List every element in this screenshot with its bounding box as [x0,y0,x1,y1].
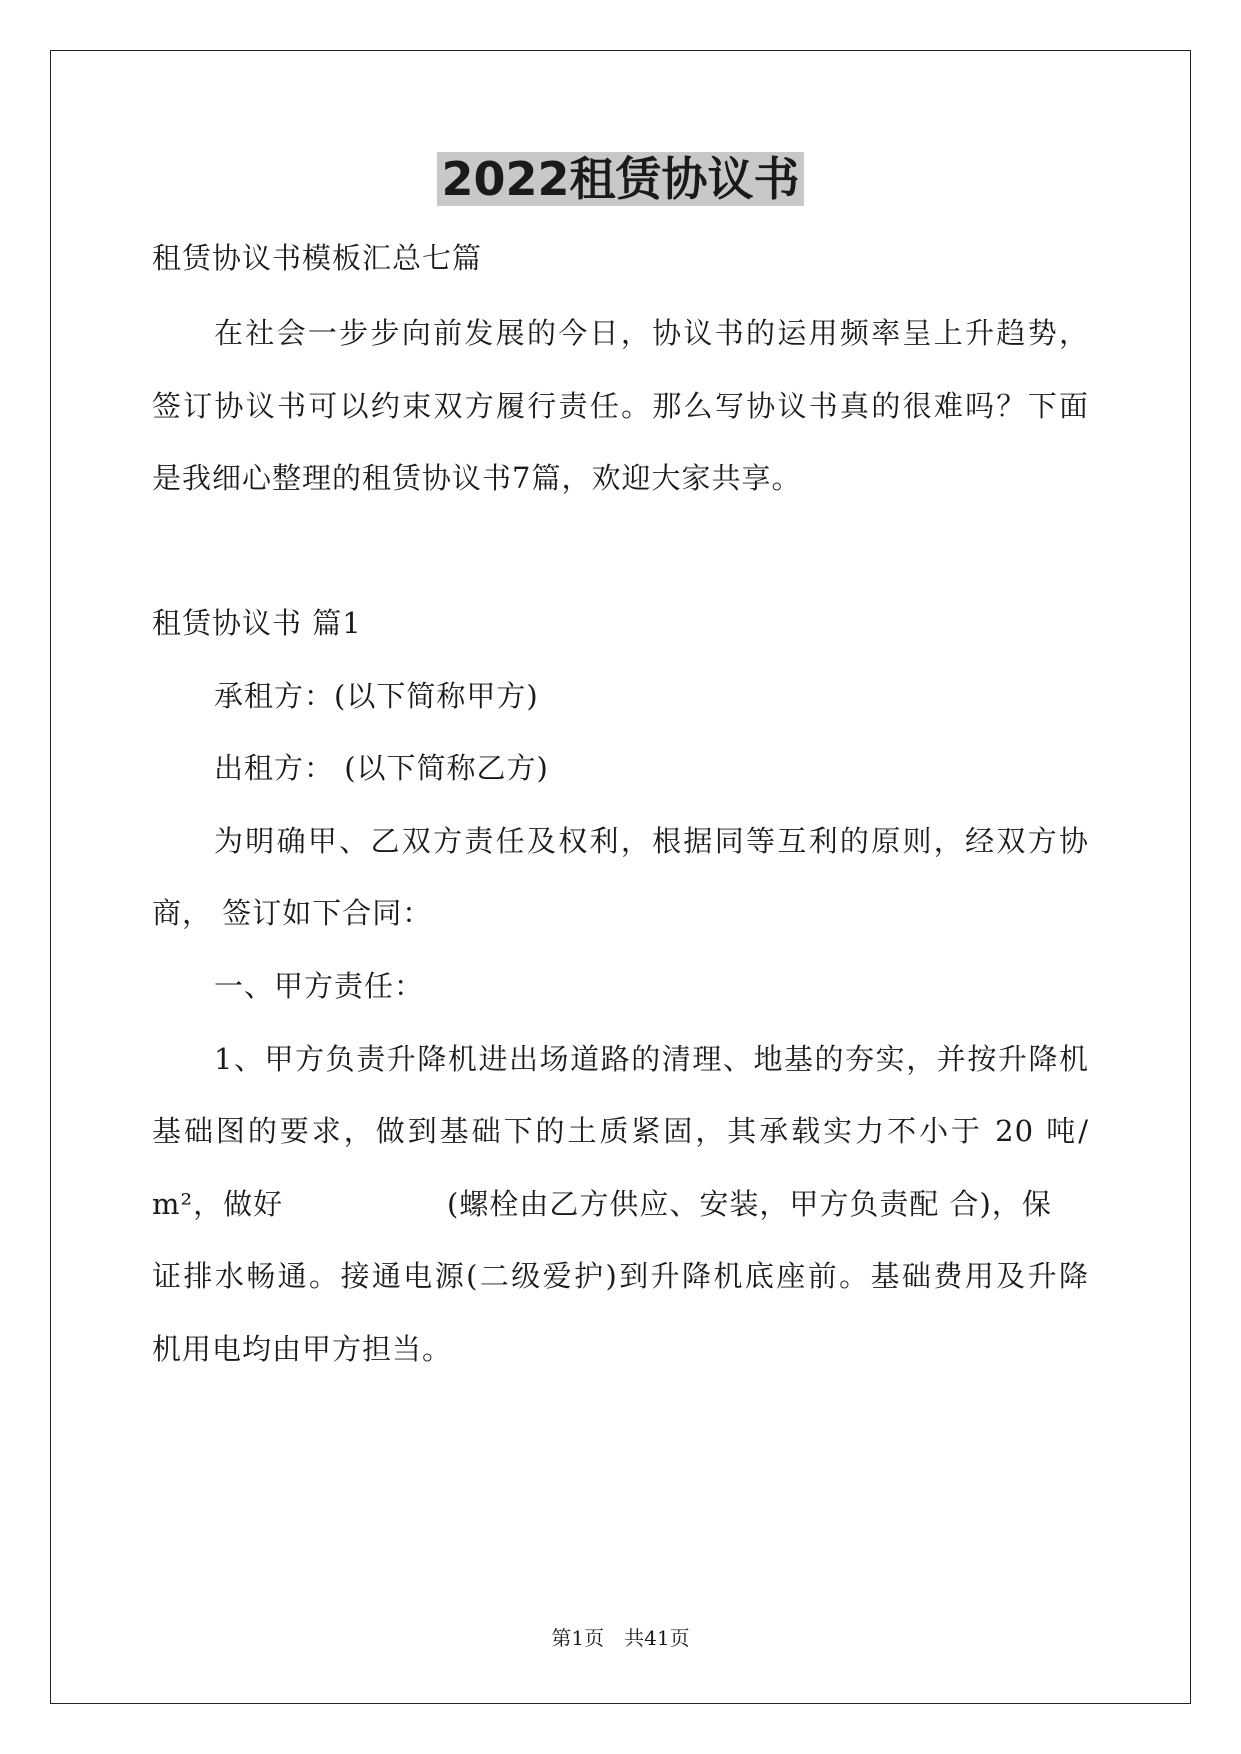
clause-1-line-3-left: m²，做好 [152,1187,284,1221]
clause-1-line-2: 基础图的要求，做到基础下的土质紧固，其承载实力不小于 20 吨/ [152,1114,1089,1148]
clause-1-line-5: 机用电均由甲方担当。 [152,1332,453,1366]
intro-line-3: 是我细心整理的租赁协议书7篇，欢迎大家共享。 [152,461,802,495]
clause-1-line-1: 1、甲方负责升降机进出场道路的清理、地基的夯实，并按升降机 [214,1042,1089,1076]
document-subtitle: 租赁协议书模板汇总七篇 [152,241,483,275]
intro-line-1: 在社会一步步向前发展的今日，协议书的运用频率呈上升趋势， [214,316,1089,350]
section-heading: 租赁协议书 篇1 [152,606,362,640]
preamble-line-2: 商， 签订如下合同： [152,896,433,930]
lessor-line: 出租方： (以下简称乙方) [214,751,549,785]
intro-line-2: 签订协议书可以约束双方履行责任。那么写协议书真的很难吗？下面 [152,389,1089,423]
page-footer: 第1页 共41页 [551,1626,690,1650]
clause-1-line-3 [152,1184,1089,1224]
page-border [50,50,1191,1704]
clause-1-line-4: 证排水畅通。接通电源(二级爱护)到升降机底座前。基础费用及升降 [152,1259,1089,1293]
preamble-line-1: 为明确甲、乙双方责任及权利，根据同等互利的原则，经双方协 [214,824,1089,858]
document-title: 2022租赁协议书 [0,148,1241,210]
clause-heading: 一、甲方责任： [214,969,425,1003]
clause-1-line-3-right: (螺栓由乙方供应、安装，甲方负责配 合)，保 [447,1187,1052,1221]
lessee-line: 承租方：(以下简称甲方) [214,679,539,713]
